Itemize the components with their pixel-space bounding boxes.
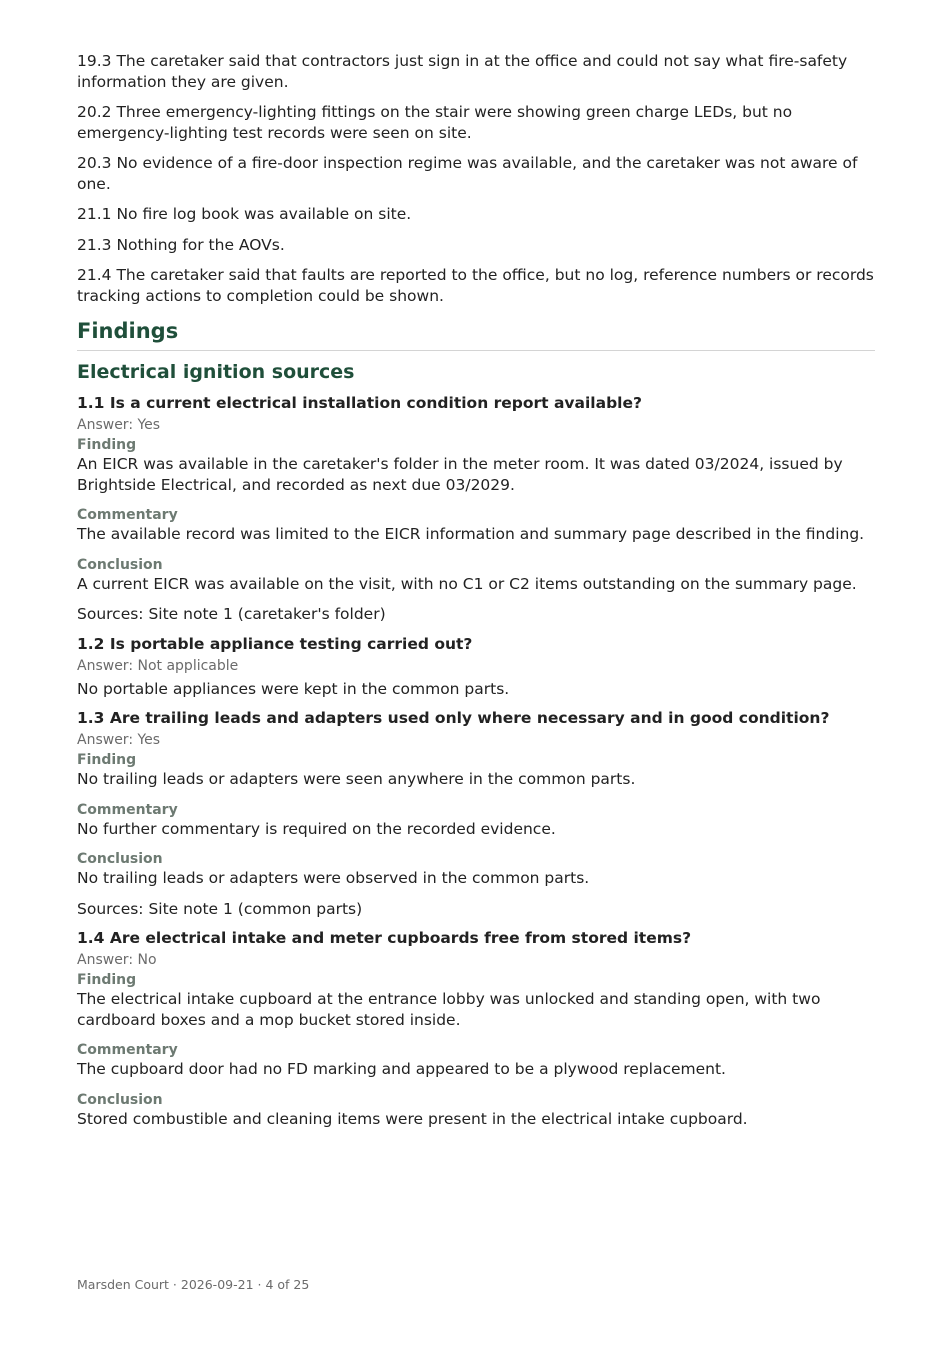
answer-text: Answer: Yes <box>77 417 161 433</box>
commentary-text: No further commentary is required on the recorded evidence. <box>77 819 556 838</box>
question-title: 1.1 Is a current electrical installation condition report available? <box>77 394 642 412</box>
commentary-text: The available record was limited to the EICR information and summary page described in the finding. <box>77 525 865 543</box>
note-item: 21.1 No fire log book was available on site. <box>77 205 412 223</box>
document-page <box>77 51 875 1129</box>
conclusion-text: A current EICR was available on the visit, with no C1 or C2 items outstanding on the summary page. <box>77 574 857 593</box>
finding-text: No trailing leads or adapters were seen anywhere in the common parts. <box>77 770 636 788</box>
commentary-label: Commentary <box>77 1042 178 1058</box>
question-title: 1.2 Is portable appliance testing carried out? <box>77 634 473 653</box>
commentary-label: Commentary <box>77 801 178 818</box>
conclusion-label: Conclusion <box>77 556 163 573</box>
findings-heading: Findings <box>77 318 875 351</box>
conclusion-label: Conclusion <box>77 1091 163 1108</box>
section-heading: Electrical ignition sources <box>77 361 355 383</box>
finding-text: The electrical intake cupboard at the entrance lobby was unlocked and standing open, with two cardboard boxes and a mop bucket stored inside. <box>77 990 821 1029</box>
question-block <box>77 708 875 919</box>
finding-label: Finding <box>77 752 137 768</box>
note-item: 21.4 The caretaker said that faults are reported to the office, but no log, reference numbers or records tracking actions to completion could be shown. <box>77 266 874 305</box>
note-item: 20.2 Three emergency-lighting fittings on the stair were showing green charge LEDs, but no emergency-lighting test records were seen on site. <box>77 103 793 142</box>
note-item: 20.3 No evidence of a fire-door inspection regime was available, and the caretaker was not aware of one. <box>77 154 858 193</box>
note-item: 19.3 The caretaker said that contractors just sign in at the office and could not say what fire-safety information they are given. <box>77 52 848 91</box>
commentary-text: The cupboard door had no FD marking and appeared to be a plywood replacement. <box>77 1060 726 1078</box>
answer-text: Answer: Not applicable <box>77 657 239 674</box>
answer-text: Answer: No <box>77 952 157 968</box>
question-block <box>77 393 875 625</box>
page-footer: Marsden Court · 2026-09-21 · 4 of 25 <box>77 1277 310 1292</box>
question-title: 1.4 Are electrical intake and meter cupboards free from stored items? <box>77 929 692 947</box>
conclusion-text: Stored combustible and cleaning items were present in the electrical intake cupboard. <box>77 1109 748 1128</box>
finding-text: An EICR was available in the caretaker's folder in the meter room. It was dated 03/2024, issued by Brightside Electrical, and recorded as next due 03/2029. <box>77 455 843 494</box>
answer-text: Answer: Yes <box>77 732 161 748</box>
question-block <box>77 928 875 1129</box>
answer-note: No portable appliances were kept in the common parts. <box>77 679 510 698</box>
sources-text: Sources: Site note 1 (caretaker's folder) <box>77 605 386 623</box>
finding-label: Finding <box>77 437 137 453</box>
conclusion-label: Conclusion <box>77 851 163 867</box>
question-title: 1.3 Are trailing leads and adapters used only where necessary and in good condition? <box>77 709 830 727</box>
site-notes-list <box>77 51 875 306</box>
question-block <box>77 634 875 700</box>
commentary-label: Commentary <box>77 507 178 523</box>
conclusion-text: No trailing leads or adapters were observed in the common parts. <box>77 869 590 887</box>
note-item: 21.3 Nothing for the AOVs. <box>77 235 285 254</box>
finding-label: Finding <box>77 972 137 988</box>
sources-text: Sources: Site note 1 (common parts) <box>77 899 363 918</box>
